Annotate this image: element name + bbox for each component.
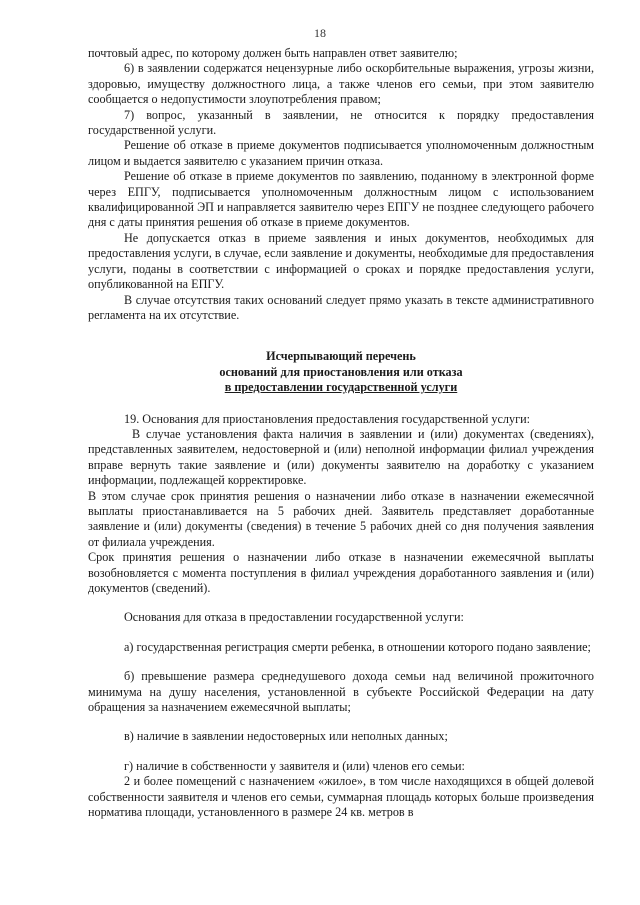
document-body (88, 46, 594, 820)
paragraph-ground-a: а) государственная регистрация смерти ребенка, в отношении которого подано заявление; (124, 639, 591, 654)
paragraph-19-return: В случае установления факта наличия в заявлении и (или) документах (сведениях), представленных заявителем, недостоверной и (или) неполной информации филиал учреждения вправе вернуть такие заявление и (или) документы заявителю на доработку с указанием информации, подлежащей корректировке. (88, 426, 594, 488)
section-heading-line-1: Исчерпывающий перечень (266, 349, 416, 364)
paragraph-ground-v: в) наличие в заявлении недостоверных или неполных данных; (124, 729, 448, 744)
section-heading-line-2: оснований для приостановления или отказа (219, 364, 463, 379)
paragraph-no-grounds: В случае отсутствия таких оснований следует прямо указать в тексте административного регламента на их отсутствие. (88, 292, 594, 322)
paragraph-item-6: 6) в заявлении содержатся нецензурные либо оскорбительные выражения, угрозы жизни, здоровью, имуществу должностного лица, а также членов его семьи, при этом заявителю сообщается о недопустимости злоупотребления правом; (88, 61, 594, 107)
paragraph-ground-g: г) наличие в собственности у заявителя и (или) членов его семьи: (124, 758, 465, 773)
paragraph-19-resume: Срок принятия решения о назначении либо отказе в назначении ежемесячной выплаты возобновляется с момента поступления в филиал учреждения доработанного заявления и (или) документов (сведений). (88, 550, 594, 595)
section-heading-line-3 (88, 380, 594, 395)
paragraph-refusal-electronic: Решение об отказе в приеме документов по заявлению, поданному в электронной форме через ЕПГУ, подписывается уполномоченным должностным лицом с использованием квалифицированной ЭП и направляется заявителю через ЕПГУ не позднее следующего рабочего дня с даты принятия решения об отказе в приеме документов. (88, 169, 594, 230)
paragraph-refusal-grounds-title: Основания для отказа в предоставлении государственной услуги: (124, 610, 464, 625)
paragraph-item-7: 7) вопрос, указанный в заявлении, не относится к порядку предоставления государственной услуги. (88, 107, 594, 138)
section-heading-line-3-text: в предоставлении государственной услуги (224, 380, 458, 395)
paragraph-ground-b: б) превышение размера среднедушевого дохода семьи над величиной прожиточного минимума на душу населения, установленной в субъекте Российской Федерации на дату обращения за назначением ежемесячной выплаты; (88, 669, 594, 715)
paragraph-ground-g-premises: 2 и более помещений с назначением «жилое», в том числе находящихся в общей долевой собственности заявителя и членов его семьи, суммарная площадь которых больше произведения норматива площади, установленного в размере 24 кв. метров в (88, 774, 594, 820)
page-number: 18 (314, 26, 326, 40)
paragraph-19-suspension: В этом случае срок принятия решения о назначении либо отказе в назначении ежемесячной выплаты приостанавливается на 5 рабочих дней. Заявитель представляет доработанные заявление и (или) документы (сведения) в течение 5 рабочих дней со дня получения заявления от филиала учреждения. (88, 488, 594, 549)
paragraph-refusal-signed: Решение об отказе в приеме документов подписывается уполномоченным должностным лицом и выдается заявителю с указанием причин отказа. (88, 138, 594, 168)
paragraph-address-continuation: почтовый адрес, по которому должен быть направлен ответ заявителю; (88, 46, 458, 60)
paragraph-19-title: 19. Основания для приостановления предоставления государственной услуги: (124, 411, 531, 426)
paragraph-refusal-not-allowed: Не допускается отказ в приеме заявления и иных документов, необходимых для предоставления услуги, в случае, если заявление и документы, необходимые для предоставления услуги, поданы в соответствии с информацией о сроках и порядке предоставления услуги, опубликованной на ЕПГУ. (88, 230, 594, 292)
